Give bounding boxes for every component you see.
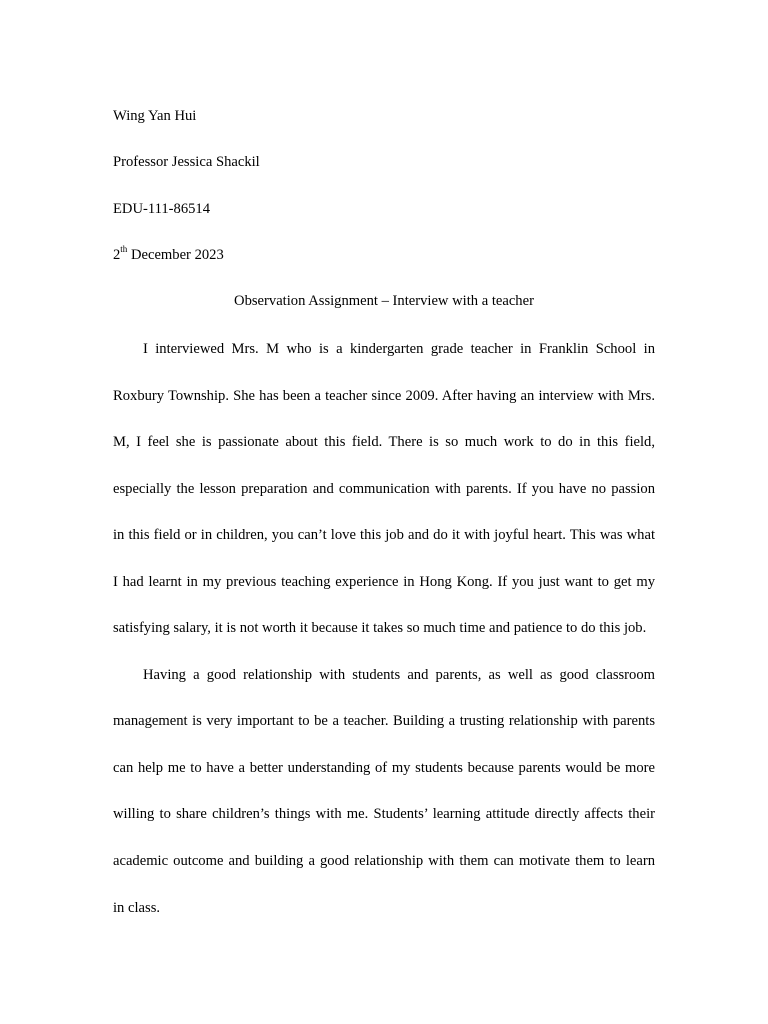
document-title — [0, 292, 768, 310]
document-title-text: Observation Assignment – Interview with a teacher — [234, 293, 534, 309]
paragraph-line: especially the lesson preparation and communication with parents. If you have no passion — [113, 481, 655, 497]
paragraph-line: in class. — [113, 900, 161, 916]
paragraph-line: willing to share children’s things with me. Students’ learning attitude directly affects their — [113, 806, 655, 822]
paragraph-line: I had learnt in my previous teaching experience in Hong Kong. If you just want to get my — [113, 574, 655, 590]
paragraph-line: I interviewed Mrs. M who is a kindergarten grade teacher in Franklin School in — [143, 341, 655, 357]
date-month-year: December 2023 — [127, 247, 224, 263]
paragraph-line: in this field or in children, you can’t love this job and do it with joyful heart. This was what — [113, 527, 655, 543]
paragraph-line: Having a good relationship with students and parents, as well as good classroom — [143, 667, 655, 683]
course-code: EDU-111-86514 — [113, 201, 211, 217]
paragraph-line: management is very important to be a teacher. Building a trusting relationship with parents — [113, 713, 655, 729]
date-suffix: th — [120, 244, 128, 255]
paragraph-line: can help me to have a better understanding of my students because parents would be more — [113, 760, 655, 776]
submission-date — [113, 246, 224, 264]
date-day: 2 — [113, 247, 121, 263]
paragraph-line: satisfying salary, it is not worth it because it takes so much time and patience to do this job. — [113, 620, 647, 636]
author-name: Wing Yan Hui — [113, 108, 197, 124]
paragraph-line: M, I feel she is passionate about this field. There is so much work to do in this field, — [113, 434, 655, 450]
professor-name: Professor Jessica Shackil — [113, 154, 260, 170]
paragraph-line: Roxbury Township. She has been a teacher since 2009. After having an interview with Mrs. — [113, 388, 655, 404]
paragraph-line: academic outcome and building a good relationship with them can motivate them to learn — [113, 853, 655, 869]
